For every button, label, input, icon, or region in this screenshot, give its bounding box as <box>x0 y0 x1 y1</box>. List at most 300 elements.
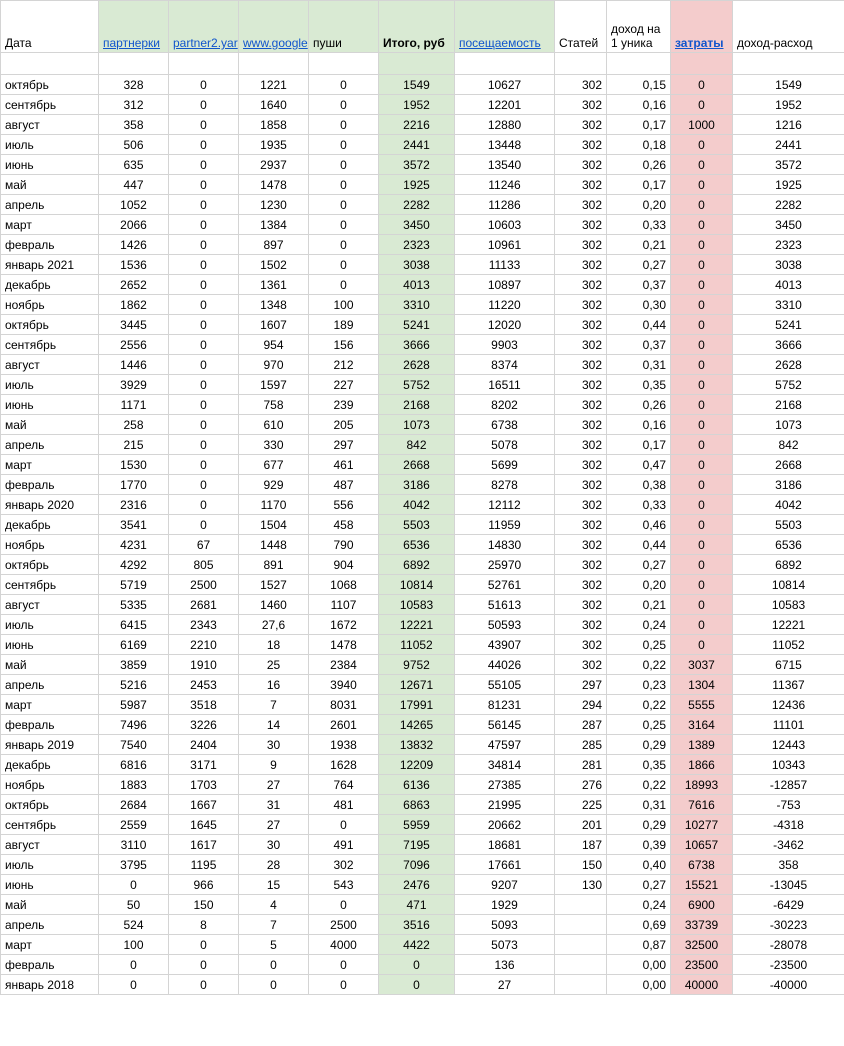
google-cell[interactable]: 1527 <box>239 575 309 595</box>
articles-cell[interactable] <box>555 895 607 915</box>
costs-cell[interactable]: 1304 <box>671 675 733 695</box>
date-cell[interactable]: сентябрь <box>1 95 99 115</box>
visits-cell[interactable]: 52761 <box>455 575 555 595</box>
date-cell[interactable]: август <box>1 595 99 615</box>
articles-cell[interactable]: 302 <box>555 75 607 95</box>
partners-cell[interactable]: 3795 <box>99 855 169 875</box>
profit-cell[interactable]: 6715 <box>733 655 844 675</box>
push-cell[interactable]: 1672 <box>309 615 379 635</box>
push-cell[interactable]: 458 <box>309 515 379 535</box>
articles-cell[interactable]: 297 <box>555 675 607 695</box>
partners-cell[interactable]: 0 <box>99 975 169 995</box>
date-cell[interactable]: март <box>1 695 99 715</box>
total-cell[interactable]: 2282 <box>379 195 455 215</box>
partners-cell[interactable]: 358 <box>99 115 169 135</box>
profit-cell[interactable]: 2323 <box>733 235 844 255</box>
articles-cell[interactable]: 302 <box>555 375 607 395</box>
partners-cell[interactable]: 3859 <box>99 655 169 675</box>
google-cell[interactable]: 14 <box>239 715 309 735</box>
articles-cell[interactable]: 302 <box>555 475 607 495</box>
push-cell[interactable]: 790 <box>309 535 379 555</box>
costs-cell[interactable]: 0 <box>671 175 733 195</box>
visits-cell[interactable]: 5078 <box>455 435 555 455</box>
empty-cell[interactable] <box>733 53 844 75</box>
income-per-unique-cell[interactable]: 0,69 <box>607 915 671 935</box>
costs-cell[interactable]: 10277 <box>671 815 733 835</box>
date-cell[interactable]: февраль <box>1 235 99 255</box>
income-per-unique-cell[interactable]: 0,35 <box>607 375 671 395</box>
date-cell[interactable]: июнь <box>1 155 99 175</box>
empty-cell[interactable] <box>169 53 239 75</box>
partners-cell[interactable]: 1446 <box>99 355 169 375</box>
partner2-cell[interactable]: 1195 <box>169 855 239 875</box>
total-cell[interactable]: 2668 <box>379 455 455 475</box>
google-cell[interactable]: 0 <box>239 975 309 995</box>
push-cell[interactable]: 481 <box>309 795 379 815</box>
costs-cell[interactable]: 0 <box>671 575 733 595</box>
empty-cell[interactable] <box>555 53 607 75</box>
partner2-cell[interactable]: 0 <box>169 315 239 335</box>
income-per-unique-cell[interactable]: 0,27 <box>607 255 671 275</box>
partners-cell[interactable]: 5719 <box>99 575 169 595</box>
visits-cell[interactable]: 43907 <box>455 635 555 655</box>
income-per-unique-cell[interactable]: 0,17 <box>607 435 671 455</box>
empty-cell[interactable] <box>379 53 455 75</box>
costs-cell[interactable]: 0 <box>671 395 733 415</box>
date-cell[interactable]: май <box>1 895 99 915</box>
profit-cell[interactable]: 3310 <box>733 295 844 315</box>
articles-cell[interactable]: 302 <box>555 415 607 435</box>
push-cell[interactable]: 461 <box>309 455 379 475</box>
partner2-cell[interactable]: 2500 <box>169 575 239 595</box>
date-cell[interactable]: июнь <box>1 875 99 895</box>
partners-cell[interactable]: 215 <box>99 435 169 455</box>
visits-cell[interactable]: 27 <box>455 975 555 995</box>
empty-cell[interactable] <box>309 53 379 75</box>
total-cell[interactable]: 12221 <box>379 615 455 635</box>
push-cell[interactable]: 1938 <box>309 735 379 755</box>
google-cell[interactable]: 1230 <box>239 195 309 215</box>
date-cell[interactable]: сентябрь <box>1 815 99 835</box>
income-per-unique-cell[interactable]: 0,23 <box>607 675 671 695</box>
google-cell[interactable]: 2937 <box>239 155 309 175</box>
partner2-cell[interactable]: 0 <box>169 335 239 355</box>
visits-cell[interactable]: 11286 <box>455 195 555 215</box>
profit-cell[interactable]: -3462 <box>733 835 844 855</box>
total-cell[interactable]: 3516 <box>379 915 455 935</box>
partner2-cell[interactable]: 2343 <box>169 615 239 635</box>
articles-cell[interactable]: 302 <box>555 135 607 155</box>
total-cell[interactable]: 5752 <box>379 375 455 395</box>
profit-cell[interactable]: 12443 <box>733 735 844 755</box>
google-cell[interactable]: 1935 <box>239 135 309 155</box>
partner2-cell[interactable]: 0 <box>169 935 239 955</box>
costs-cell[interactable]: 1389 <box>671 735 733 755</box>
income-per-unique-cell[interactable]: 0,35 <box>607 755 671 775</box>
date-cell[interactable]: декабрь <box>1 755 99 775</box>
google-cell[interactable]: 7 <box>239 695 309 715</box>
date-cell[interactable]: март <box>1 935 99 955</box>
date-cell[interactable]: октябрь <box>1 315 99 335</box>
costs-cell[interactable]: 0 <box>671 435 733 455</box>
profit-cell[interactable]: 358 <box>733 855 844 875</box>
push-cell[interactable]: 0 <box>309 895 379 915</box>
profit-cell[interactable]: -6429 <box>733 895 844 915</box>
push-cell[interactable]: 0 <box>309 815 379 835</box>
total-cell[interactable]: 4042 <box>379 495 455 515</box>
profit-cell[interactable]: 12221 <box>733 615 844 635</box>
costs-cell[interactable]: 3164 <box>671 715 733 735</box>
costs-cell[interactable]: 0 <box>671 555 733 575</box>
income-per-unique-cell[interactable]: 0,21 <box>607 595 671 615</box>
partner2-cell[interactable]: 2681 <box>169 595 239 615</box>
visits-cell[interactable]: 14830 <box>455 535 555 555</box>
income-per-unique-cell[interactable]: 0,17 <box>607 175 671 195</box>
income-per-unique-cell[interactable]: 0,39 <box>607 835 671 855</box>
google-cell[interactable]: 1221 <box>239 75 309 95</box>
visits-cell[interactable]: 11959 <box>455 515 555 535</box>
total-cell[interactable]: 3038 <box>379 255 455 275</box>
visits-cell[interactable]: 47597 <box>455 735 555 755</box>
google-cell[interactable]: 5 <box>239 935 309 955</box>
partners-cell[interactable]: 1536 <box>99 255 169 275</box>
articles-cell[interactable]: 285 <box>555 735 607 755</box>
google-cell[interactable]: 970 <box>239 355 309 375</box>
total-cell[interactable]: 3666 <box>379 335 455 355</box>
articles-cell[interactable]: 287 <box>555 715 607 735</box>
articles-cell[interactable]: 302 <box>555 395 607 415</box>
header-date[interactable]: Дата <box>1 1 99 53</box>
date-cell[interactable]: сентябрь <box>1 335 99 355</box>
partner2-cell[interactable]: 3226 <box>169 715 239 735</box>
costs-cell[interactable]: 15521 <box>671 875 733 895</box>
articles-cell[interactable] <box>555 935 607 955</box>
articles-cell[interactable]: 130 <box>555 875 607 895</box>
partner2-link[interactable]: partner2.yar <box>173 36 238 50</box>
total-cell[interactable]: 842 <box>379 435 455 455</box>
costs-cell[interactable]: 0 <box>671 475 733 495</box>
visits-cell[interactable]: 50593 <box>455 615 555 635</box>
articles-cell[interactable]: 302 <box>555 355 607 375</box>
header-google[interactable] <box>239 1 309 53</box>
partner2-cell[interactable]: 0 <box>169 375 239 395</box>
date-cell[interactable]: июнь <box>1 635 99 655</box>
google-cell[interactable]: 16 <box>239 675 309 695</box>
total-cell[interactable]: 3310 <box>379 295 455 315</box>
income-per-unique-cell[interactable]: 0,27 <box>607 875 671 895</box>
google-cell[interactable]: 27 <box>239 815 309 835</box>
visits-cell[interactable]: 25970 <box>455 555 555 575</box>
profit-cell[interactable]: 1925 <box>733 175 844 195</box>
income-per-unique-cell[interactable]: 0,37 <box>607 275 671 295</box>
income-per-unique-cell[interactable]: 0,26 <box>607 155 671 175</box>
partner2-cell[interactable]: 3171 <box>169 755 239 775</box>
visits-cell[interactable]: 56145 <box>455 715 555 735</box>
income-per-unique-cell[interactable]: 0,40 <box>607 855 671 875</box>
partners-cell[interactable]: 447 <box>99 175 169 195</box>
google-cell[interactable]: 15 <box>239 875 309 895</box>
articles-cell[interactable]: 302 <box>555 115 607 135</box>
income-per-unique-cell[interactable]: 0,30 <box>607 295 671 315</box>
total-cell[interactable]: 7096 <box>379 855 455 875</box>
income-per-unique-cell[interactable]: 0,22 <box>607 655 671 675</box>
header-articles[interactable]: Статей <box>555 1 607 53</box>
total-cell[interactable]: 17991 <box>379 695 455 715</box>
push-cell[interactable]: 0 <box>309 955 379 975</box>
push-cell[interactable]: 3940 <box>309 675 379 695</box>
profit-cell[interactable]: 10343 <box>733 755 844 775</box>
partners-cell[interactable]: 1171 <box>99 395 169 415</box>
partners-link[interactable]: партнерки <box>103 36 161 50</box>
visits-cell[interactable]: 20662 <box>455 815 555 835</box>
empty-cell[interactable] <box>239 53 309 75</box>
partner2-cell[interactable]: 0 <box>169 355 239 375</box>
visits-cell[interactable]: 136 <box>455 955 555 975</box>
costs-cell[interactable]: 10657 <box>671 835 733 855</box>
profit-cell[interactable]: 6892 <box>733 555 844 575</box>
visits-cell[interactable]: 8278 <box>455 475 555 495</box>
push-cell[interactable]: 0 <box>309 95 379 115</box>
total-cell[interactable]: 2323 <box>379 235 455 255</box>
partner2-cell[interactable]: 0 <box>169 475 239 495</box>
total-cell[interactable]: 0 <box>379 955 455 975</box>
profit-cell[interactable]: -13045 <box>733 875 844 895</box>
date-cell[interactable]: январь 2020 <box>1 495 99 515</box>
partners-cell[interactable]: 6816 <box>99 755 169 775</box>
visits-cell[interactable]: 10603 <box>455 215 555 235</box>
partners-cell[interactable]: 2316 <box>99 495 169 515</box>
date-cell[interactable]: июль <box>1 135 99 155</box>
income-per-unique-cell[interactable]: 0,31 <box>607 795 671 815</box>
partners-cell[interactable]: 3110 <box>99 835 169 855</box>
partner2-cell[interactable]: 0 <box>169 275 239 295</box>
partners-cell[interactable]: 3445 <box>99 315 169 335</box>
google-cell[interactable]: 1607 <box>239 315 309 335</box>
date-cell[interactable]: ноябрь <box>1 535 99 555</box>
costs-cell[interactable]: 1866 <box>671 755 733 775</box>
push-cell[interactable]: 302 <box>309 855 379 875</box>
visits-cell[interactable]: 12880 <box>455 115 555 135</box>
income-per-unique-cell[interactable]: 0,46 <box>607 515 671 535</box>
partner2-cell[interactable]: 0 <box>169 455 239 475</box>
date-cell[interactable]: январь 2019 <box>1 735 99 755</box>
total-cell[interactable]: 4422 <box>379 935 455 955</box>
push-cell[interactable]: 0 <box>309 215 379 235</box>
partner2-cell[interactable]: 0 <box>169 975 239 995</box>
date-cell[interactable]: август <box>1 835 99 855</box>
total-cell[interactable]: 1073 <box>379 415 455 435</box>
push-cell[interactable]: 0 <box>309 75 379 95</box>
partner2-cell[interactable]: 0 <box>169 175 239 195</box>
google-cell[interactable]: 30 <box>239 735 309 755</box>
google-cell[interactable]: 1640 <box>239 95 309 115</box>
header-costs[interactable] <box>671 1 733 53</box>
push-cell[interactable]: 1478 <box>309 635 379 655</box>
push-cell[interactable]: 0 <box>309 235 379 255</box>
income-per-unique-cell[interactable]: 0,17 <box>607 115 671 135</box>
visits-cell[interactable]: 11220 <box>455 295 555 315</box>
push-cell[interactable]: 491 <box>309 835 379 855</box>
partners-cell[interactable]: 4292 <box>99 555 169 575</box>
empty-cell[interactable] <box>99 53 169 75</box>
google-cell[interactable]: 18 <box>239 635 309 655</box>
total-cell[interactable]: 7195 <box>379 835 455 855</box>
visits-cell[interactable]: 11133 <box>455 255 555 275</box>
profit-cell[interactable]: -40000 <box>733 975 844 995</box>
date-cell[interactable]: январь 2018 <box>1 975 99 995</box>
date-cell[interactable]: июль <box>1 855 99 875</box>
costs-cell[interactable]: 0 <box>671 375 733 395</box>
visits-cell[interactable]: 12020 <box>455 315 555 335</box>
profit-cell[interactable]: 5503 <box>733 515 844 535</box>
push-cell[interactable]: 8031 <box>309 695 379 715</box>
date-cell[interactable]: октябрь <box>1 555 99 575</box>
partner2-cell[interactable]: 8 <box>169 915 239 935</box>
articles-cell[interactable]: 302 <box>555 655 607 675</box>
partners-cell[interactable]: 1883 <box>99 775 169 795</box>
push-cell[interactable]: 212 <box>309 355 379 375</box>
partner2-cell[interactable]: 0 <box>169 495 239 515</box>
total-cell[interactable]: 12671 <box>379 675 455 695</box>
articles-cell[interactable]: 150 <box>555 855 607 875</box>
partners-cell[interactable]: 1862 <box>99 295 169 315</box>
date-cell[interactable]: апрель <box>1 915 99 935</box>
google-cell[interactable]: 1348 <box>239 295 309 315</box>
profit-cell[interactable]: 1549 <box>733 75 844 95</box>
google-cell[interactable]: 330 <box>239 435 309 455</box>
google-cell[interactable]: 1478 <box>239 175 309 195</box>
push-cell[interactable]: 0 <box>309 155 379 175</box>
date-cell[interactable]: март <box>1 455 99 475</box>
profit-cell[interactable]: 3186 <box>733 475 844 495</box>
costs-cell[interactable]: 0 <box>671 595 733 615</box>
income-per-unique-cell[interactable]: 0,20 <box>607 575 671 595</box>
push-cell[interactable]: 100 <box>309 295 379 315</box>
costs-cell[interactable]: 0 <box>671 335 733 355</box>
header-profit[interactable]: доход-расход <box>733 1 844 53</box>
push-cell[interactable]: 2601 <box>309 715 379 735</box>
costs-cell[interactable]: 0 <box>671 415 733 435</box>
partner2-cell[interactable]: 67 <box>169 535 239 555</box>
profit-cell[interactable]: 11367 <box>733 675 844 695</box>
google-cell[interactable]: 954 <box>239 335 309 355</box>
costs-cell[interactable]: 0 <box>671 275 733 295</box>
partner2-cell[interactable]: 0 <box>169 215 239 235</box>
profit-cell[interactable]: 2441 <box>733 135 844 155</box>
date-cell[interactable]: май <box>1 415 99 435</box>
income-per-unique-cell[interactable]: 0,26 <box>607 395 671 415</box>
google-cell[interactable]: 897 <box>239 235 309 255</box>
profit-cell[interactable]: 2628 <box>733 355 844 375</box>
push-cell[interactable]: 1068 <box>309 575 379 595</box>
google-cell[interactable]: 1858 <box>239 115 309 135</box>
total-cell[interactable]: 13832 <box>379 735 455 755</box>
income-per-unique-cell[interactable]: 0,16 <box>607 415 671 435</box>
income-per-unique-cell[interactable]: 0,29 <box>607 735 671 755</box>
header-push[interactable]: пуши <box>309 1 379 53</box>
income-per-unique-cell[interactable]: 0,16 <box>607 95 671 115</box>
total-cell[interactable]: 1925 <box>379 175 455 195</box>
total-cell[interactable]: 0 <box>379 975 455 995</box>
profit-cell[interactable]: 10583 <box>733 595 844 615</box>
partner2-cell[interactable]: 0 <box>169 195 239 215</box>
partners-cell[interactable]: 312 <box>99 95 169 115</box>
partner2-cell[interactable]: 0 <box>169 75 239 95</box>
google-cell[interactable]: 1361 <box>239 275 309 295</box>
date-cell[interactable]: февраль <box>1 715 99 735</box>
partner2-cell[interactable]: 150 <box>169 895 239 915</box>
partner2-cell[interactable]: 0 <box>169 235 239 255</box>
date-cell[interactable]: август <box>1 115 99 135</box>
income-per-unique-cell[interactable]: 0,44 <box>607 315 671 335</box>
visits-link[interactable]: посещаемость <box>459 36 541 50</box>
push-cell[interactable]: 0 <box>309 275 379 295</box>
visits-cell[interactable]: 9207 <box>455 875 555 895</box>
push-cell[interactable]: 2500 <box>309 915 379 935</box>
articles-cell[interactable]: 187 <box>555 835 607 855</box>
profit-cell[interactable]: 11101 <box>733 715 844 735</box>
partners-cell[interactable]: 5987 <box>99 695 169 715</box>
articles-cell[interactable]: 302 <box>555 515 607 535</box>
push-cell[interactable]: 205 <box>309 415 379 435</box>
income-per-unique-cell[interactable]: 0,33 <box>607 215 671 235</box>
visits-cell[interactable]: 5699 <box>455 455 555 475</box>
costs-cell[interactable]: 32500 <box>671 935 733 955</box>
articles-cell[interactable]: 276 <box>555 775 607 795</box>
income-per-unique-cell[interactable]: 0,00 <box>607 975 671 995</box>
partner2-cell[interactable]: 0 <box>169 135 239 155</box>
total-cell[interactable]: 6536 <box>379 535 455 555</box>
costs-cell[interactable]: 0 <box>671 195 733 215</box>
costs-cell[interactable]: 23500 <box>671 955 733 975</box>
visits-cell[interactable]: 27385 <box>455 775 555 795</box>
costs-cell[interactable]: 0 <box>671 455 733 475</box>
visits-cell[interactable]: 55105 <box>455 675 555 695</box>
partner2-cell[interactable]: 0 <box>169 255 239 275</box>
income-per-unique-cell[interactable]: 0,29 <box>607 815 671 835</box>
visits-cell[interactable]: 44026 <box>455 655 555 675</box>
visits-cell[interactable]: 9903 <box>455 335 555 355</box>
header-income-per-unique[interactable]: доход на 1 уника <box>607 1 671 53</box>
google-cell[interactable]: 1448 <box>239 535 309 555</box>
profit-cell[interactable]: 2282 <box>733 195 844 215</box>
google-cell[interactable]: 929 <box>239 475 309 495</box>
costs-cell[interactable]: 0 <box>671 355 733 375</box>
income-per-unique-cell[interactable]: 0,24 <box>607 895 671 915</box>
income-per-unique-cell[interactable]: 0,44 <box>607 535 671 555</box>
partner2-cell[interactable]: 1703 <box>169 775 239 795</box>
income-per-unique-cell[interactable]: 0,47 <box>607 455 671 475</box>
profit-cell[interactable]: 5752 <box>733 375 844 395</box>
partner2-cell[interactable]: 0 <box>169 95 239 115</box>
google-cell[interactable]: 758 <box>239 395 309 415</box>
costs-cell[interactable]: 0 <box>671 515 733 535</box>
articles-cell[interactable]: 302 <box>555 435 607 455</box>
partners-cell[interactable]: 1052 <box>99 195 169 215</box>
costs-cell[interactable]: 0 <box>671 295 733 315</box>
total-cell[interactable]: 6892 <box>379 555 455 575</box>
total-cell[interactable]: 6863 <box>379 795 455 815</box>
visits-cell[interactable]: 6738 <box>455 415 555 435</box>
date-cell[interactable]: октябрь <box>1 795 99 815</box>
partners-cell[interactable]: 3541 <box>99 515 169 535</box>
partner2-cell[interactable]: 3518 <box>169 695 239 715</box>
articles-cell[interactable]: 302 <box>555 215 607 235</box>
header-total[interactable]: Итого, руб <box>379 1 455 53</box>
articles-cell[interactable] <box>555 955 607 975</box>
partners-cell[interactable]: 635 <box>99 155 169 175</box>
profit-cell[interactable]: 4042 <box>733 495 844 515</box>
